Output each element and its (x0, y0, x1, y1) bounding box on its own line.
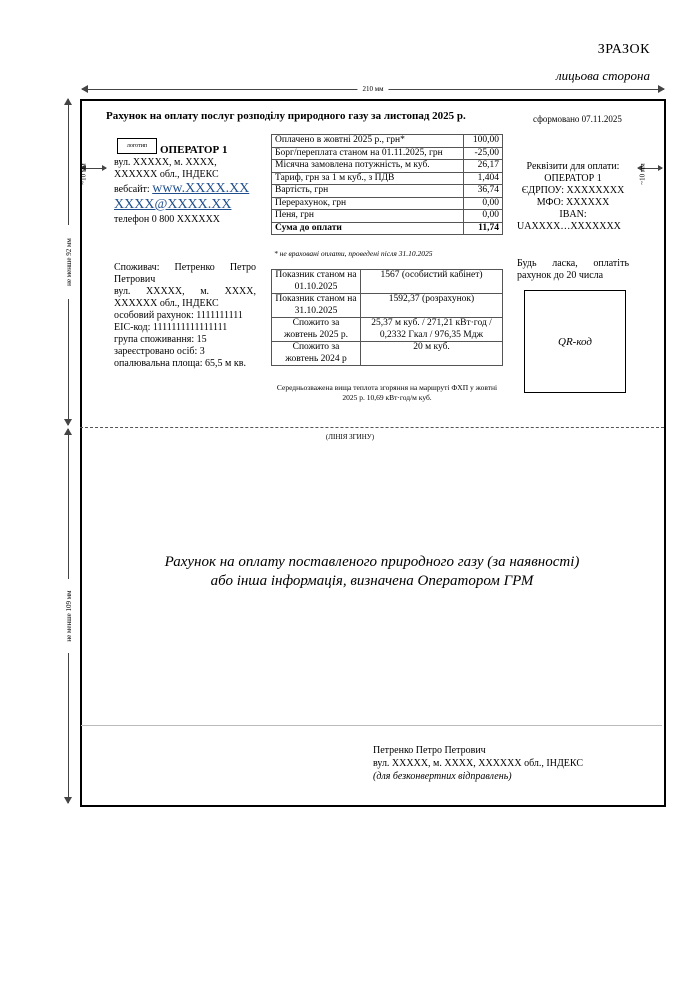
right-margin-label: ~10 мм (638, 163, 647, 185)
bill-title: Рахунок на оплату послуг розподілу природного газу за листопад 2025 р. (106, 110, 466, 122)
consumer-line: опалювальна площа: 65,5 м кв. (114, 358, 246, 369)
meter-value: 25,37 м куб. / 271,21 кВт·год / 0,2332 Гкал / 976,35 Мдж (361, 318, 503, 342)
width-dimension-label: 210 мм (357, 82, 388, 96)
gas-supply-line: Рахунок на оплату поставленого природного газу (за наявності) (164, 554, 580, 570)
payment-note: Будь ласка, оплатіть рахунок до 20 числа (517, 258, 629, 281)
operator-name: ОПЕРАТОР 1 (160, 144, 228, 156)
consumer-line: вул. XXXXX, м. XXXX, (114, 286, 256, 297)
charges-note: * не враховані оплати, проведені після 31.10.2025 (274, 249, 433, 258)
meter-value: 20 м куб. (361, 342, 503, 366)
charge-value: 26,17 (464, 160, 503, 173)
meter-value: 1567 (особистий кабінет) (361, 270, 503, 294)
charge-label: Борг/переплата станом на 01.11.2025, грн (272, 147, 464, 160)
table-row (272, 185, 503, 198)
recipient-street: вул. XXXXX, м. XXXX, XXXXXX обл., ІНДЕКС (373, 758, 583, 769)
total-value: 11,74 (464, 222, 503, 235)
charge-label: Пеня, грн (272, 210, 464, 223)
table-row (272, 210, 503, 223)
requisites-title: Реквізити для оплати: (526, 161, 620, 172)
charge-value: 1,404 (464, 172, 503, 185)
fold-line-label: (ЛІНІЯ ЗГИНУ) (325, 433, 375, 441)
charge-label: Тариф, грн за 1 м куб., з ПДВ (272, 172, 464, 185)
consumer-line: EIC-код: 1111111111111111 (114, 322, 228, 333)
table-row (272, 197, 503, 210)
width-dimension (82, 82, 664, 96)
meter-table (271, 269, 503, 366)
charge-label: Оплачено в жовтні 2025 р., грн* (272, 135, 464, 148)
formed-date: сформовано 07.11.2025 (533, 114, 622, 124)
section-divider (81, 725, 662, 726)
recipient-address (373, 744, 583, 783)
operator-phone: телефон 0 800 XXXXXX (114, 214, 221, 225)
bottom-height-label: не менше 109 мм (65, 579, 73, 653)
fold-line (80, 427, 664, 428)
consumer-line: Споживач: Петренко Петро (114, 262, 256, 273)
table-row (272, 135, 503, 148)
charge-value: 100,00 (464, 135, 503, 148)
table-row (272, 160, 503, 173)
gas-supply-line: або інша інформація, визначена Оператором ГРМ (210, 573, 534, 589)
requisites-iban: UAXXXX…XXXXXXX (517, 221, 621, 232)
meter-label: Показник станом на 31.10.2025 (272, 294, 361, 318)
meter-value: 1592,37 (розрахунок) (361, 294, 503, 318)
consumer-line: група споживання: 15 (114, 334, 207, 345)
meter-label: Спожито за жовтень 2025 р. (272, 318, 361, 342)
bottom-height-dimension (62, 429, 76, 803)
charge-value: 0,00 (464, 197, 503, 210)
qr-code[interactable] (524, 290, 626, 393)
table-row (272, 172, 503, 185)
requisites-operator: ОПЕРАТОР 1 (544, 173, 602, 184)
face-side-label: лицьова сторона (556, 68, 650, 83)
charge-value: 0,00 (464, 210, 503, 223)
operator-street: вул. XXXXX, м. XXXX, (114, 157, 217, 168)
payment-requisites (517, 161, 629, 233)
top-height-dimension (62, 99, 76, 425)
charge-label: Перерахунок, грн (272, 197, 464, 210)
charge-value: -25,00 (464, 147, 503, 160)
operator-website-row (114, 181, 249, 197)
top-height-label: не менше 92 мм (65, 225, 73, 299)
charge-label: Вартість, грн (272, 185, 464, 198)
consumer-line: Петрович (114, 274, 156, 285)
qr-code-label: QR-код (558, 336, 592, 348)
gas-supply-text (80, 553, 664, 591)
table-row (272, 147, 503, 160)
requisites-edrpou: ЄДРПОУ: XXXXXXXX (521, 185, 625, 196)
charges-table (271, 134, 503, 235)
consumer-line: XXXXXX обл., ІНДЕКС (114, 298, 219, 309)
meter-label: Показник станом на 01.10.2025 (272, 270, 361, 294)
consumer-info (114, 262, 256, 370)
website-label: вебсайт: (114, 184, 150, 195)
email-link[interactable]: XXXX@XXXX.XX (114, 197, 232, 212)
table-row (272, 318, 503, 342)
table-row (272, 342, 503, 366)
requisites-iban-label: IBAN: (559, 209, 587, 220)
consumer-line: особовий рахунок: 1111111111 (114, 310, 243, 321)
website-link[interactable]: www.XXXX.XX (152, 181, 250, 196)
total-label: Сума до оплати (272, 222, 464, 235)
sample-label: ЗРАЗОК (597, 42, 650, 57)
consumer-line: зареєстровано осіб: 3 (114, 346, 205, 357)
recipient-note: (для безконвертних відправлень) (373, 771, 512, 782)
meter-note: Середньозважена вища теплота згоряння на маршруті ФХП у жовтні 2025 р. 10,69 кВт·год/м куб. (276, 383, 498, 402)
recipient-name: Петренко Петро Петрович (373, 745, 486, 756)
table-row (272, 270, 503, 294)
logo-placeholder: логотип (117, 138, 157, 154)
table-row (272, 222, 503, 235)
table-row (272, 294, 503, 318)
meter-label: Спожито за жовтень 2024 р (272, 342, 361, 366)
operator-region: XXXXXX обл., ІНДЕКС (114, 169, 219, 180)
charge-value: 36,74 (464, 185, 503, 198)
left-margin-label: ~10 мм (79, 163, 88, 185)
requisites-mfo: МФО: XXXXXX (536, 197, 610, 208)
charge-label: Місячна замовлена потужність, м куб. (272, 160, 464, 173)
